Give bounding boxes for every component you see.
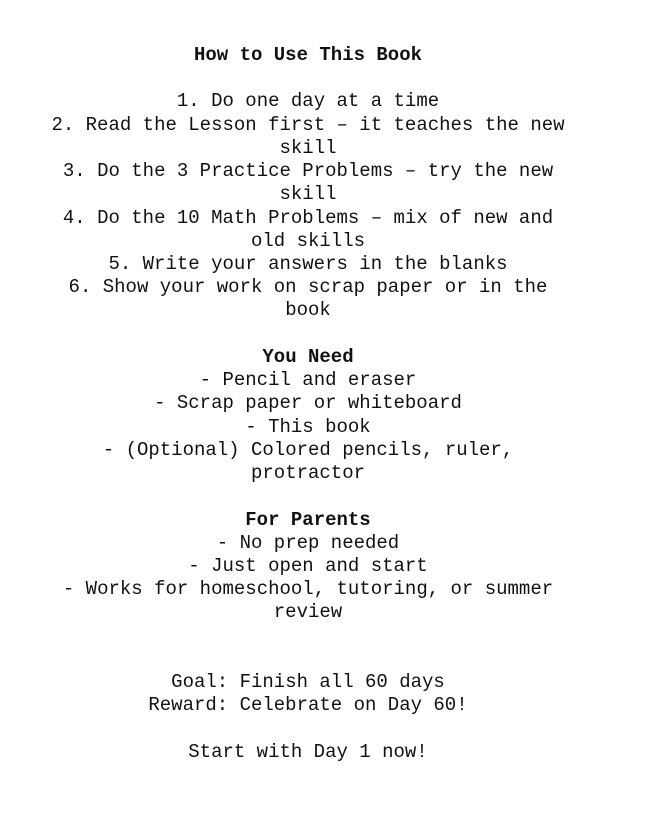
you-need-item: - This book bbox=[245, 416, 371, 438]
you-need-item: - (Optional) Colored pencils, ruler, bbox=[102, 439, 514, 461]
you-need-item: - Scrap paper or whiteboard bbox=[154, 392, 462, 414]
step-line: book bbox=[285, 299, 331, 321]
for-parents-item: - Works for homeschool, tutoring, or summer bbox=[62, 578, 554, 600]
step-line: 6. Show your work on scrap paper or in the bbox=[68, 276, 548, 298]
step-line: 4. Do the 10 Math Problems – mix of new and bbox=[62, 207, 554, 229]
for-parents-item: review bbox=[273, 601, 343, 623]
page-title: How to Use This Book bbox=[193, 44, 423, 66]
for-parents-heading: For Parents bbox=[245, 509, 371, 531]
step-line: 2. Read the Lesson first – it teaches the new bbox=[51, 114, 565, 136]
step-line: skill bbox=[279, 183, 337, 205]
you-need-item: - Pencil and eraser bbox=[199, 369, 417, 391]
you-need-heading: You Need bbox=[262, 346, 354, 368]
reward-text: Reward: Celebrate on Day 60! bbox=[148, 694, 468, 716]
start-text: Start with Day 1 now! bbox=[188, 741, 428, 763]
step-line: 5. Write your answers in the blanks bbox=[108, 253, 508, 275]
for-parents-item: - Just open and start bbox=[188, 555, 428, 577]
for-parents-item: - No prep needed bbox=[216, 532, 400, 554]
step-line: 1. Do one day at a time bbox=[176, 90, 440, 112]
you-need-item: protractor bbox=[250, 462, 366, 484]
step-line: skill bbox=[279, 137, 337, 159]
step-line: old skills bbox=[250, 230, 366, 252]
goal-text: Goal: Finish all 60 days bbox=[171, 671, 445, 693]
step-line: 3. Do the 3 Practice Problems – try the new bbox=[62, 160, 554, 182]
